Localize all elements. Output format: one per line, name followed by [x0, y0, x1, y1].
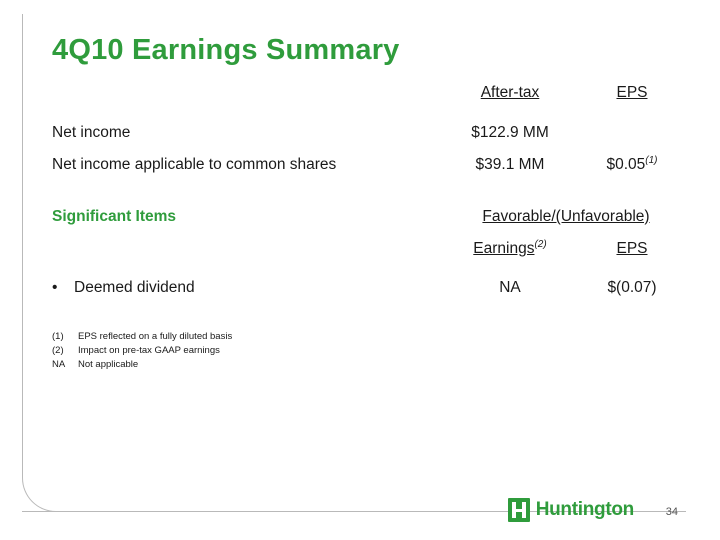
row-eps: $(0.07): [607, 279, 657, 296]
bullet-icon: •: [52, 279, 58, 296]
spacer: [52, 186, 692, 208]
row-earnings: NA: [499, 279, 521, 296]
row-eps: $0.05: [606, 156, 646, 174]
table-row: [52, 279, 692, 310]
footnote-marker: (2): [52, 345, 64, 356]
spacer: [52, 265, 692, 279]
footnote-marker: NA: [52, 359, 66, 370]
footnote-item: [52, 358, 232, 372]
earnings-header-after-tax: After-tax: [480, 84, 540, 101]
row-after-tax: $39.1 MM: [475, 156, 545, 174]
logo-text: Huntington: [535, 499, 634, 520]
row-label: Net income: [52, 124, 131, 141]
table-row: [52, 124, 692, 155]
significant-items-header-row: [52, 208, 692, 239]
row-label: Net income applicable to common shares: [52, 156, 337, 174]
footnote-text: Impact on pre-tax GAAP earnings: [78, 345, 220, 356]
earnings-table: [52, 84, 692, 310]
page-number: 34: [665, 506, 678, 518]
subheader-eps: EPS: [616, 240, 648, 258]
huntington-logo: [508, 498, 634, 522]
footnote-item: [52, 330, 232, 344]
footnote-marker: (1): [52, 331, 64, 342]
footnote-text: Not applicable: [78, 359, 139, 370]
footnotes: [52, 330, 232, 372]
row-after-tax: $122.9 MM: [471, 124, 549, 141]
spacer: [52, 110, 692, 124]
significant-items-group-header: Favorable/(Unfavorable): [482, 208, 650, 225]
significant-items-subheader-row: [52, 239, 692, 265]
subheader-earnings: Earnings: [473, 240, 535, 258]
huntington-logo-icon: [508, 498, 530, 522]
earnings-header-eps: EPS: [616, 84, 648, 101]
footnote-text: EPS reflected on a fully diluted basis: [78, 331, 233, 342]
page-title: 4Q10 Earnings Summary: [52, 34, 400, 66]
row-eps-footnote-marker: (1): [645, 155, 658, 166]
significant-items-title: Significant Items: [52, 208, 177, 225]
footnote-item: [52, 344, 232, 358]
subheader-earnings-footnote-marker: (2): [534, 239, 547, 250]
row-label: Deemed dividend: [74, 279, 195, 296]
earnings-table-header-row: [52, 84, 692, 110]
table-row: [52, 155, 692, 186]
